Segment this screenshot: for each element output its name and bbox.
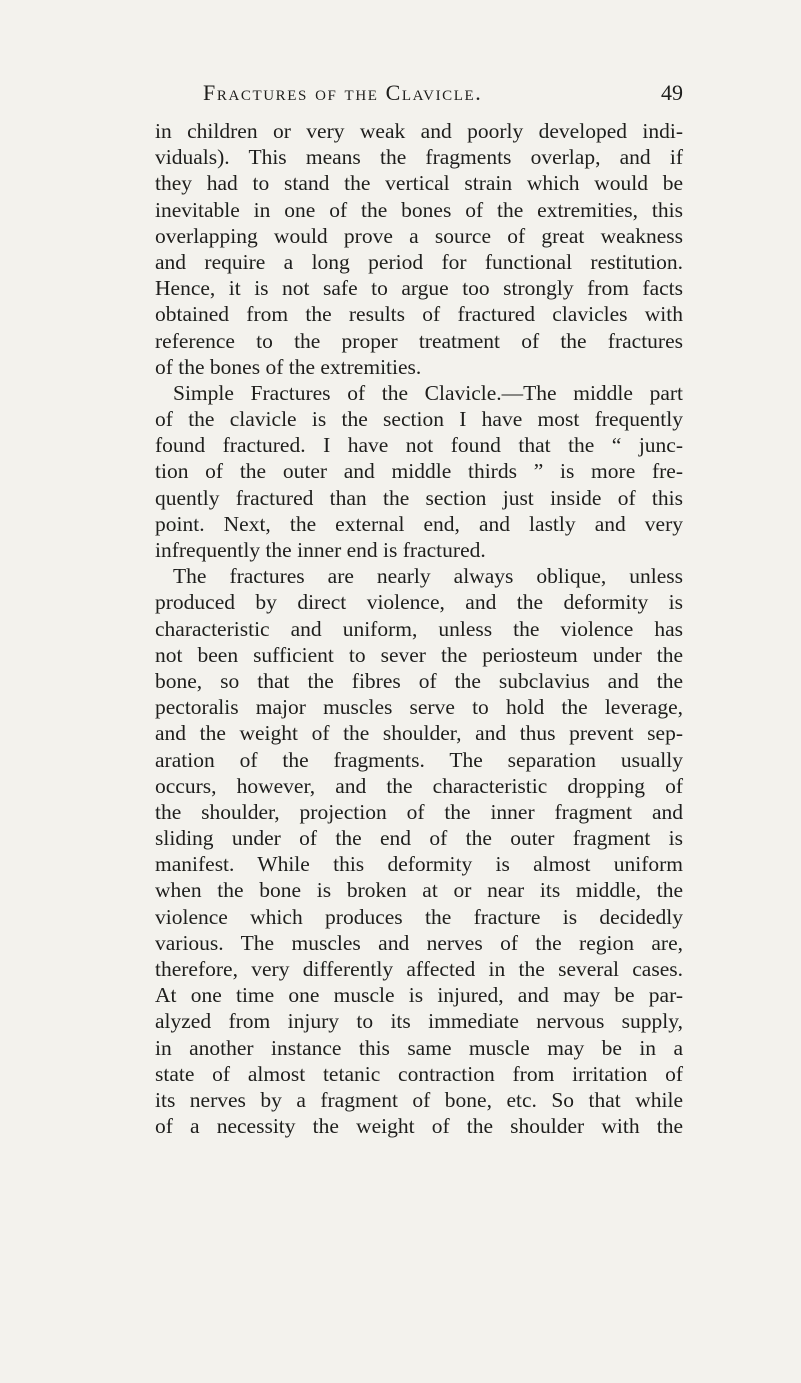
text-line: alyzed from injury to its immediate nervous supply, (155, 1009, 683, 1034)
text-line: overlapping would prove a source of great weakness (155, 223, 683, 248)
text-line: Hence, it is not safe to argue too strongly from facts (155, 276, 683, 301)
text-line: obtained from the results of fractured clavicles with (155, 302, 683, 327)
text-line: manifest. While this deformity is almost uniform (155, 852, 683, 877)
text-line: bone, so that the fibres of the subclavius and the (155, 668, 683, 693)
text-line: occurs, however, and the characteristic dropping of (155, 773, 683, 798)
text-line: in children or very weak and poorly developed indi- (155, 119, 683, 143)
text-line: state of almost tetanic contraction from irritation of (155, 1061, 683, 1086)
text-line: characteristic and uniform, unless the violence has (155, 616, 683, 641)
text-line: and the weight of the shoulder, and thus prevent sep- (155, 721, 683, 746)
text-line: At one time one muscle is injured, and may be par- (155, 983, 683, 1008)
text-line: The fractures are nearly always oblique, unless (173, 564, 683, 589)
text-line: pectoralis major muscles serve to hold the leverage, (155, 695, 683, 720)
text-line: reference to the proper treatment of the fractures (155, 328, 683, 353)
text-line: of the bones of the extremities. (155, 354, 422, 379)
text-line: they had to stand the vertical strain which would be (155, 171, 683, 196)
text-line: tion of the outer and middle thirds ” is more fre- (155, 459, 683, 484)
page-number: 49 (661, 80, 683, 105)
text-line: its nerves by a fragment of bone, etc. So that while (155, 1087, 683, 1112)
text-line: of the clavicle is the section I have most frequently (155, 407, 683, 432)
text-line: the shoulder, projection of the inner fragment and (155, 799, 683, 824)
text-line: point. Next, the external end, and lastly and very (155, 511, 683, 536)
section-heading-line: Simple Fractures of the Clavicle.—The middle part (173, 380, 683, 405)
running-title: Fractures of the Clavicle. (203, 80, 483, 105)
text-line: found fractured. I have not found that the “ junc- (155, 433, 683, 458)
text-line: not been sufficient to sever the periosteum under the (155, 642, 683, 667)
text-line: viduals). This means the fragments overlap, and if (155, 145, 683, 170)
text-line: and require a long period for functional restitution. (155, 249, 683, 274)
running-head (155, 78, 683, 112)
text-line: produced by direct violence, and the deformity is (155, 590, 683, 615)
text-line: in another instance this same muscle may be in a (155, 1035, 683, 1060)
text-line: of a necessity the weight of the shoulder with the (155, 1114, 683, 1139)
text-line: when the bone is broken at or near its middle, the (155, 878, 683, 903)
text-line: inevitable in one of the bones of the extremities, this (155, 197, 683, 222)
text-line: infrequently the inner end is fractured. (155, 538, 486, 562)
text-line: quently fractured than the section just inside of this (155, 485, 683, 510)
text-line: violence which produces the fracture is decidedly (155, 904, 683, 929)
text-line: sliding under of the end of the outer fragment is (155, 826, 683, 851)
text-line: aration of the fragments. The separation usually (155, 747, 683, 772)
body-text (155, 118, 683, 1139)
text-line: various. The muscles and nerves of the region are, (155, 930, 683, 955)
text-line: therefore, very differently affected in the several cases. (155, 957, 683, 981)
